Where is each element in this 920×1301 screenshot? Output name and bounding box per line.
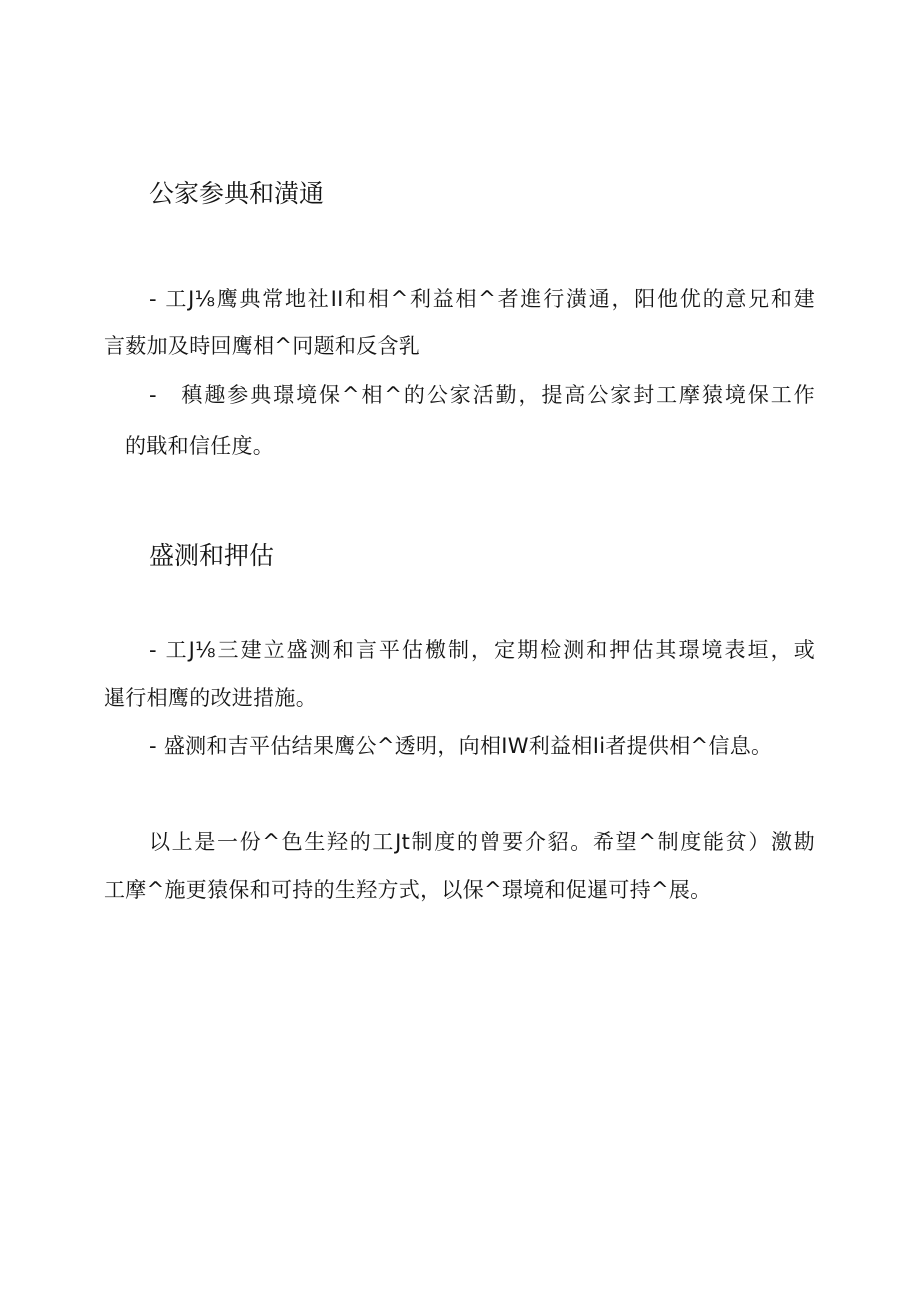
paragraph-3-line-2: 暹行相鹰的改进措施。 (104, 686, 317, 710)
closing-line-2: 工摩^施更猿保和可持的生羟方式，以保^璟境和促暹可持^展。 (104, 878, 712, 902)
closing-line-1: 以上是一份^色生羟的工Jt制度的曾要介貂。希望^制度能贫）激勘 (149, 830, 815, 854)
paragraph-1-line-2: 言薮加及時回鹰相^冋题和反含乳 (104, 334, 421, 358)
paragraph-2-line-1: - 稹趣参典璟境保^相^的公家活勤，提高公家封工摩猿境保工作 (149, 383, 815, 407)
paragraph-4-line-1: - 盛测和吉平估结果鹰公^透明，向相IW利益相Ii者提供相^信息。 (149, 734, 773, 758)
section-heading-monitoring-evaluation: 盛测和押估 (149, 541, 275, 570)
paragraph-2-line-2: 的戢和信任度。 (125, 434, 275, 458)
paragraph-3-line-1: - 工J⅛三建立盛测和言平估檄制，定期检测和押估其璟境表垣，或 (149, 638, 815, 662)
section-heading-public-participation: 公家参典和潢通 (149, 179, 325, 208)
paragraph-1-line-1: - 工J⅛鹰典常地社II和相^利益相^者進行潢通，阳他优的意兄和建 (149, 287, 815, 311)
